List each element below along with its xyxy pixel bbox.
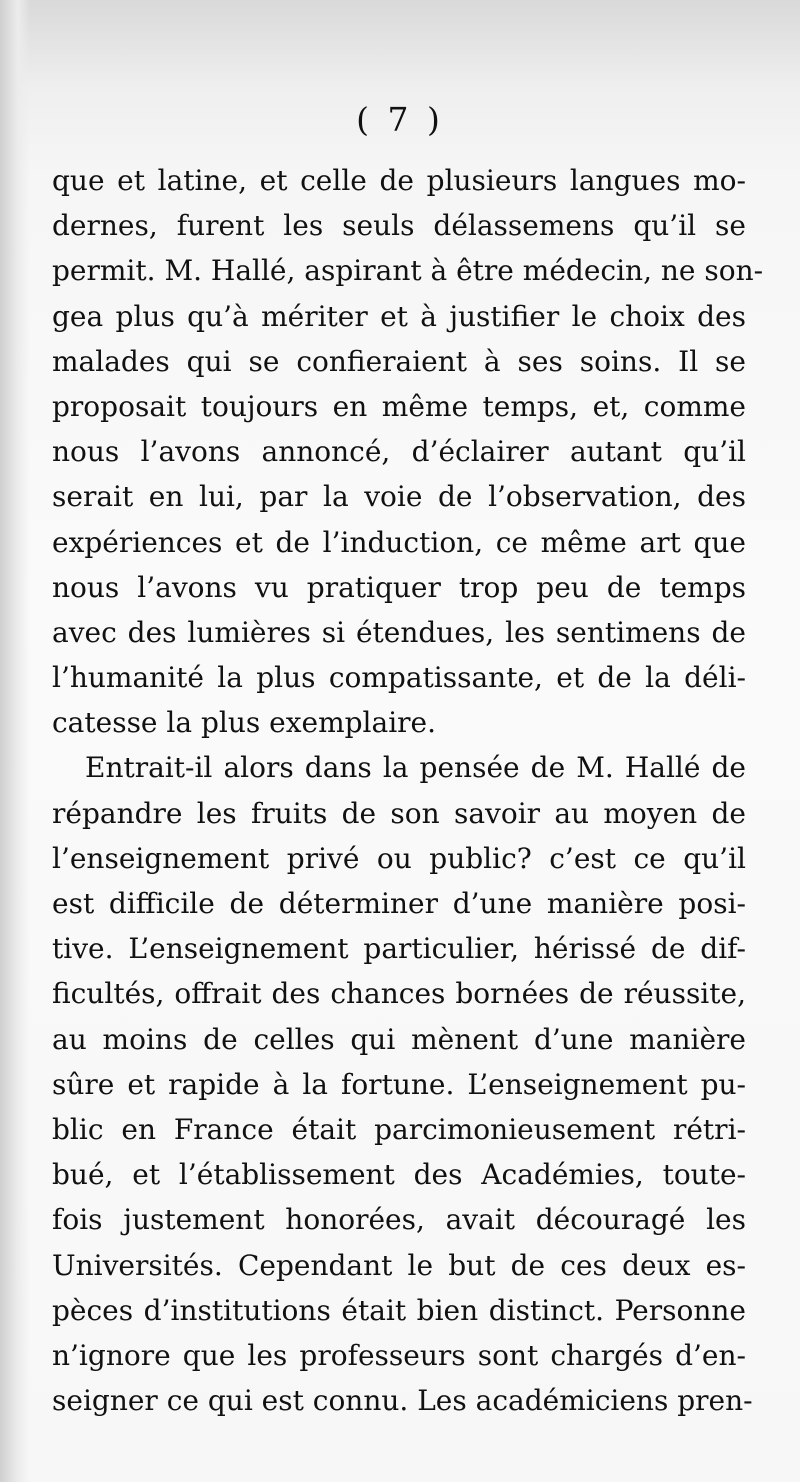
paragraph-end-line: catesse la plus exemplaire. xyxy=(52,706,437,740)
text-line: fois justement honorées, avait découragé les xyxy=(52,1203,746,1237)
text-line: malades qui se confieraient à ses soins. Il se xyxy=(52,344,746,378)
text-line: Universités. Cependant le but de ces deux es- xyxy=(52,1248,746,1282)
text-line: n’ignore que les professeurs sont chargés d’en- xyxy=(52,1338,746,1372)
text-line: l’humanité la plus compatissante, et de la déli- xyxy=(52,661,746,695)
text-line: gea plus qu’à mériter et à justifier le choix des xyxy=(52,299,746,333)
page-gutter-shadow xyxy=(0,0,30,1482)
text-line: l’enseignement privé ou public? c’est ce qu’il xyxy=(52,841,746,875)
text-line: permit. M. Hallé, aspirant à être médecin, ne son- xyxy=(52,254,764,288)
body-text xyxy=(52,158,764,1423)
page-number: ( 7 ) xyxy=(356,100,444,139)
text-line: serait en lui, par la voie de l’observation, des xyxy=(52,480,746,514)
text-line: ficultés, offrait des chances bornées de réussite, xyxy=(52,977,746,1011)
text-line: avec des lumières si étendues, les sentimens de xyxy=(52,615,746,649)
text-line: proposait toujours en même temps, et, comme xyxy=(52,389,746,423)
text-line: blic en France était parcimonieusement rétri- xyxy=(52,1112,746,1146)
text-line: bué, et l’établissement des Académies, toute- xyxy=(52,1158,746,1192)
text-line: dernes, furent les seuls délassemens qu’il se xyxy=(52,209,746,243)
paragraph-start-line: Entrait-il alors dans la pensée de M. Hallé de xyxy=(85,751,746,785)
text-line: seigner ce qui est connu. Les académiciens pren- xyxy=(52,1384,753,1418)
text-line: expériences et de l’induction, ce même art que xyxy=(52,525,746,559)
text-line: sûre et rapide à la fortune. L’enseignement pu- xyxy=(52,1067,746,1101)
text-line: que et latine, et celle de plusieurs langues mo- xyxy=(52,164,746,197)
text-line: au moins de celles qui mènent d’une manière xyxy=(52,1022,746,1056)
text-line: nous l’avons annoncé, d’éclairer autant qu’il xyxy=(52,435,746,469)
text-line: pèces d’institutions était bien distinct. Personne xyxy=(52,1293,746,1327)
text-line: nous l’avons vu pratiquer trop peu de temps xyxy=(52,570,746,604)
text-line: est difficile de déterminer d’une manière posi- xyxy=(52,887,746,920)
text-line: tive. L’enseignement particulier, hérissé de dif- xyxy=(52,932,746,966)
text-line: répandre les fruits de son savoir au moyen de xyxy=(52,796,746,830)
